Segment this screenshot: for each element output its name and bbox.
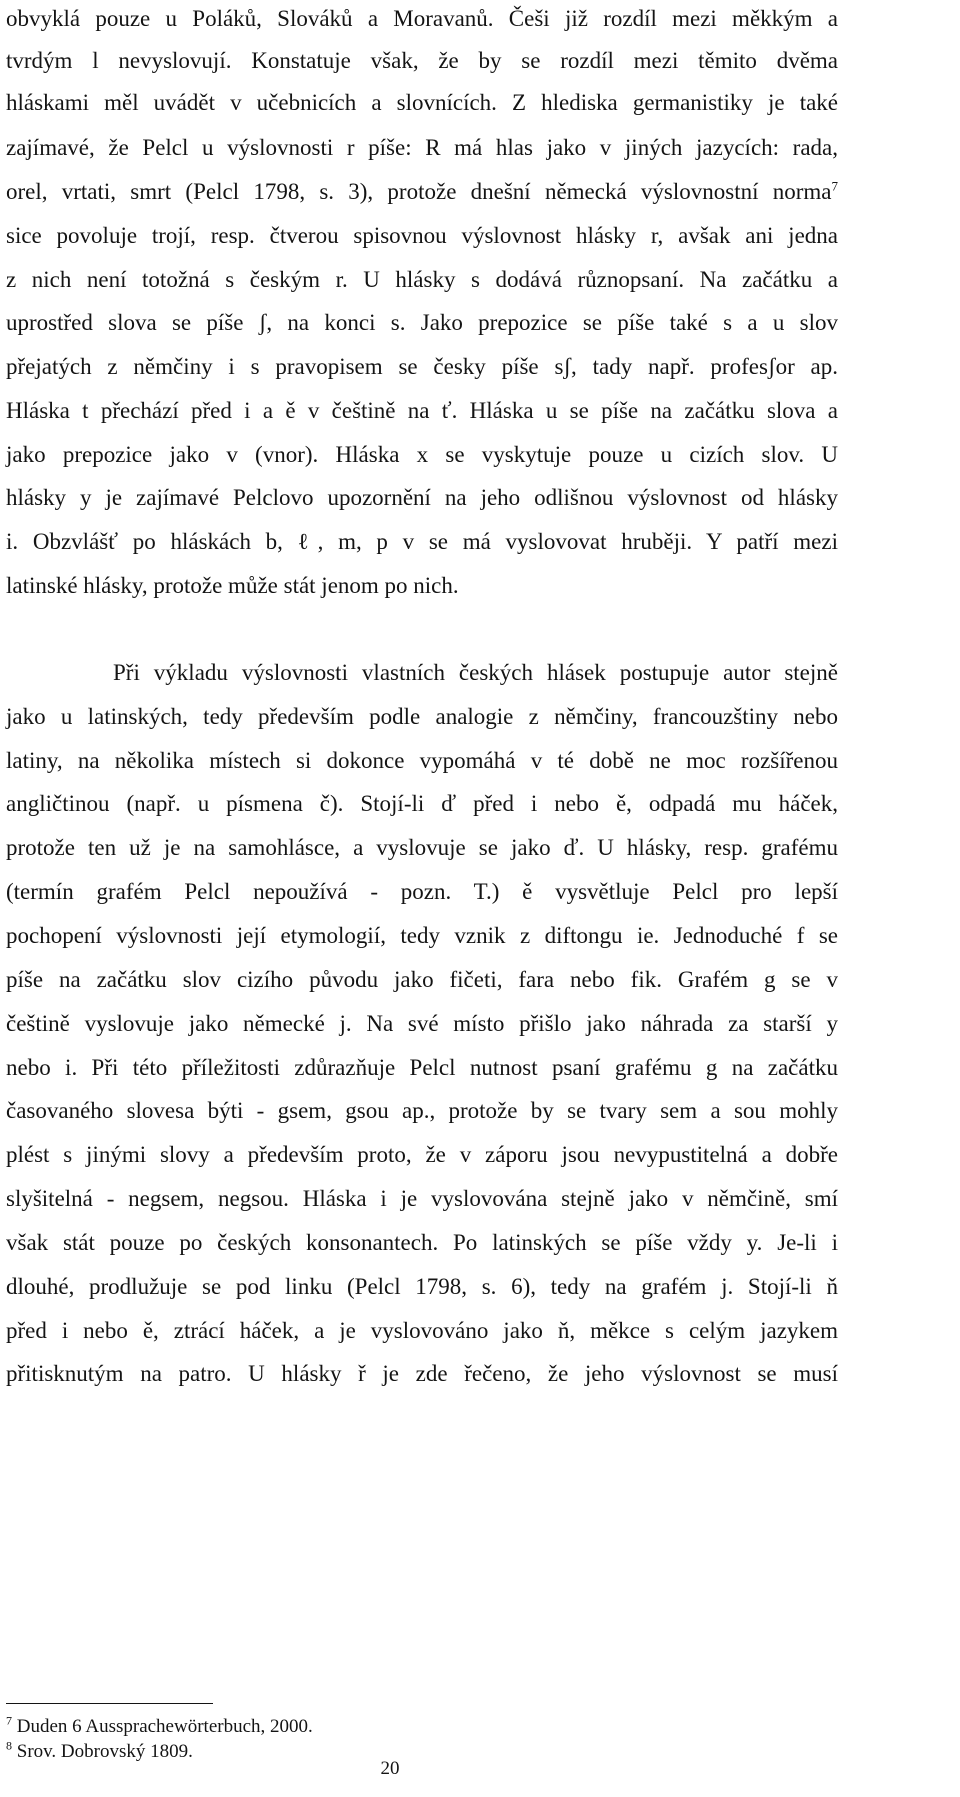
- text-line: angličtinou (např. u písmena č). Stojí-li ď před i nebo ě, odpadá mu háček,: [6, 791, 838, 816]
- text-line: obvyklá pouze u Poláků, Slováků a Moravanů. Češi již rozdíl mezi měkkým a: [6, 6, 838, 31]
- text-line: přejatých z němčiny i s pravopisem se česky píše sʃ, tady např. profesʃor ap.: [6, 354, 838, 379]
- text-line-content: slyšitelná - negsem, negsou. Hláska i je vyslovována stejně jako v němčině, smí: [6, 1186, 838, 1211]
- text-line: i. Obzvlášť po hláskách b, ℓ, m, p v se má vyslovovat hruběji. Y patří mezi: [6, 529, 838, 554]
- footnote-7: [6, 1714, 313, 1740]
- text-line: dlouhé, prodlužuje se pod linku (Pelcl 1798, s. 6), tedy na grafém j. Stojí-li ň: [6, 1274, 838, 1299]
- footnote-8: [6, 1739, 193, 1765]
- text-line: píše na začátku slov cizího původu jako fičeti, fara nebo fik. Grafém g se v: [6, 967, 838, 992]
- text-line: češtině vyslovuje jako německé j. Na své místo přišlo jako náhrada za starší y: [6, 1011, 838, 1036]
- text-line: latinské hlásky, protože může stát jenom po nich.: [6, 573, 459, 598]
- text-line: před i nebo ě, ztrácí háček, a je vyslovováno jako ň, měkce s celým jazykem: [6, 1318, 838, 1343]
- text-line: pochopení výslovnosti její etymologií, tedy vznik z diftongu ie. Jednoduché f se: [6, 923, 838, 948]
- text-line: zajímavé, že Pelcl u výslovnosti r píše: R má hlas jako v jiných jazycích: rada,: [6, 135, 838, 160]
- text-line: sice povoluje trojí, resp. čtverou spisovnou výslovnost hlásky r, avšak ani jedna: [6, 223, 838, 248]
- text-line: uprostřed slova se píše ʃ, na konci s. Jako prepozice se píše také s a u slov: [6, 310, 838, 335]
- text-line: (termín grafém Pelcl nepoužívá - pozn. T.) ě vysvětluje Pelcl pro lepší: [6, 879, 838, 904]
- text-line: Při výkladu výslovnosti vlastních českých hlásek postupuje autor stejně: [113, 660, 838, 685]
- text-line: jako u latinských, tedy především podle analogie z němčiny, francouzštiny nebo: [6, 704, 838, 729]
- footnote-number: 8: [6, 1738, 12, 1753]
- footnote-text: Srov. Dobrovský 1809.: [16, 1741, 193, 1762]
- text-line-content: orel, vrtati, smrt (Pelcl 1798, s. 3), protože dnešní německá výslovnostní norma: [6, 179, 832, 204]
- text-line: však stát pouze po českých konsonantech. Po latinských se píše vždy y. Je-li i: [6, 1230, 838, 1255]
- text-line: plést s jinými slovy a především proto, že v záporu jsou nevypustitelná a dobře: [6, 1142, 838, 1167]
- footnote-number: 7: [6, 1713, 12, 1728]
- text-line: jako prepozice jako v (vnor). Hláska x se vyskytuje pouze u cizích slov. U: [6, 442, 838, 467]
- text-line: hláskami měl uvádět v učebnicích a slovnících. Z hlediska germanistiky je také: [6, 90, 838, 115]
- footnote-divider: [6, 1703, 213, 1704]
- page-number: 20: [380, 1758, 400, 1779]
- text-line: časovaného slovesa býti - gsem, gsou ap., protože by se tvary sem a sou mohly: [6, 1098, 838, 1123]
- text-line: latiny, na několika místech si dokonce vypomáhá v té době ne moc rozšířenou: [6, 748, 838, 773]
- text-line: přitisknutým na patro. U hlásky ř je zde řečeno, že jeho výslovnost se musí: [6, 1361, 838, 1386]
- text-line: z nich není totožná s českým r. U hlásky s dodává různopsaní. Na začátku a: [6, 267, 838, 292]
- text-line: [6, 172, 838, 212]
- footnote-text: Duden 6 Aussprachewörterbuch, 2000.: [16, 1716, 313, 1737]
- text-line: nebo i. Při této příležitosti zdůrazňuje Pelcl nutnost psaní grafému g na začátku: [6, 1055, 838, 1080]
- text-line: [6, 1179, 838, 1219]
- text-line: tvrdým l nevyslovují. Konstatuje však, že by se rozdíl mezi těmito dvěma: [6, 48, 838, 73]
- text-line: Hláska t přechází před i a ě v češtině na ť. Hláska u se píše na začátku slova a: [6, 398, 838, 423]
- text-line: protože ten už je na samohlásce, a vyslovuje se jako ď. U hlásky, resp. grafému: [6, 835, 838, 860]
- text-line: hlásky y je zajímavé Pelclovo upozornění na jeho odlišnou výslovnost od hlásky: [6, 485, 838, 510]
- footnote-ref-7: 7: [831, 178, 838, 194]
